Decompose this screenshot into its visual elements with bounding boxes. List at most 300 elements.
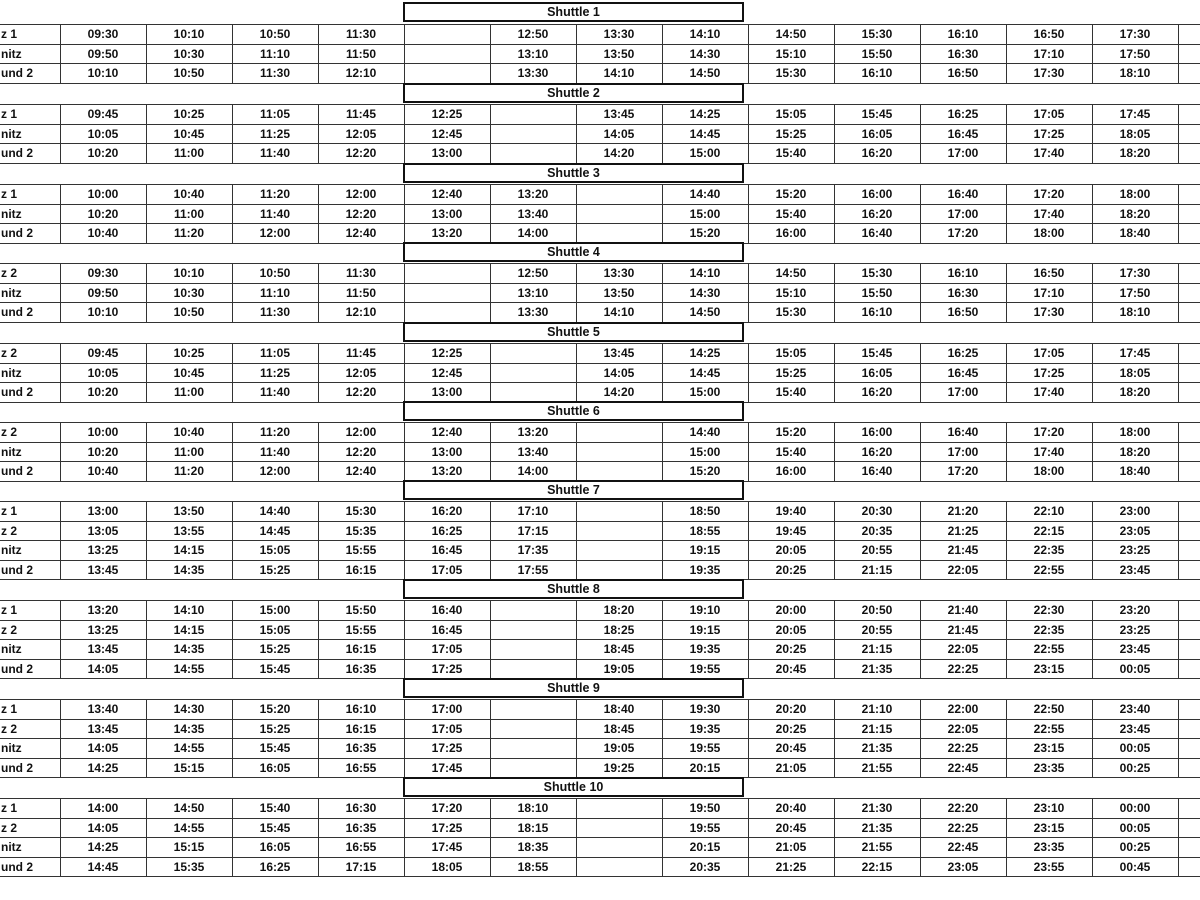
trailing-cell bbox=[1178, 857, 1200, 877]
departure-time: 16:10 bbox=[318, 700, 404, 720]
departure-time: 20:15 bbox=[662, 758, 748, 778]
departure-time: 17:25 bbox=[1006, 363, 1092, 383]
departure-time: 14:45 bbox=[662, 124, 748, 144]
departure-time: 12:25 bbox=[404, 344, 490, 364]
departure-time: 17:45 bbox=[1092, 105, 1178, 125]
departure-time: 12:00 bbox=[318, 185, 404, 205]
departure-time: 17:15 bbox=[318, 857, 404, 877]
departure-time: 09:45 bbox=[60, 105, 146, 125]
departure-time: 19:45 bbox=[748, 521, 834, 541]
stop-name: z 2 bbox=[0, 521, 60, 541]
departure-time: 15:25 bbox=[232, 640, 318, 660]
departure-time: 10:45 bbox=[146, 363, 232, 383]
departure-time: 18:05 bbox=[404, 857, 490, 877]
departure-time: 11:40 bbox=[232, 442, 318, 462]
departure-time: 21:45 bbox=[920, 620, 1006, 640]
departure-time: 10:20 bbox=[60, 144, 146, 164]
trailing-cell bbox=[1178, 144, 1200, 164]
table-row bbox=[0, 44, 1200, 64]
departure-time: 17:25 bbox=[404, 818, 490, 838]
trailing-cell bbox=[1178, 442, 1200, 462]
departure-time: 14:55 bbox=[146, 739, 232, 759]
departure-time: 14:15 bbox=[146, 620, 232, 640]
departure-time: 15:00 bbox=[662, 144, 748, 164]
departure-time: 17:05 bbox=[1006, 105, 1092, 125]
shuttle-header: Shuttle 8 bbox=[403, 579, 744, 599]
shuttle-header: Shuttle 2 bbox=[403, 83, 744, 103]
departure-time: 13:10 bbox=[490, 283, 576, 303]
departure-time: 16:20 bbox=[404, 502, 490, 522]
departure-time: 16:05 bbox=[232, 838, 318, 858]
departure-time: 16:20 bbox=[834, 383, 920, 403]
departure-time: 15:10 bbox=[748, 44, 834, 64]
departure-time: 12:40 bbox=[404, 185, 490, 205]
table-row bbox=[0, 601, 1200, 621]
departure-time: 19:10 bbox=[662, 601, 748, 621]
trailing-cell bbox=[1178, 344, 1200, 364]
stop-name: nitz bbox=[0, 363, 60, 383]
departure-time: 11:20 bbox=[146, 462, 232, 482]
departure-time: 15:20 bbox=[662, 462, 748, 482]
departure-time: 18:40 bbox=[1092, 462, 1178, 482]
departure-time: 23:05 bbox=[920, 857, 1006, 877]
departure-time: 22:55 bbox=[1006, 640, 1092, 660]
departure-time: 14:05 bbox=[576, 363, 662, 383]
departure-time: 10:05 bbox=[60, 363, 146, 383]
departure-time: 13:00 bbox=[404, 144, 490, 164]
table-row bbox=[0, 105, 1200, 125]
departure-time: 13:45 bbox=[60, 640, 146, 660]
departure-time: 22:25 bbox=[920, 659, 1006, 679]
departure-time: 14:05 bbox=[60, 739, 146, 759]
departure-time: 16:10 bbox=[920, 25, 1006, 45]
stop-name: z 2 bbox=[0, 818, 60, 838]
departure-time: 17:25 bbox=[404, 739, 490, 759]
departure-time: 15:20 bbox=[662, 224, 748, 244]
departure-time bbox=[576, 502, 662, 522]
departure-time: 20:45 bbox=[748, 659, 834, 679]
departure-time: 18:45 bbox=[576, 719, 662, 739]
departure-time: 17:20 bbox=[920, 224, 1006, 244]
departure-time bbox=[576, 560, 662, 580]
table-row bbox=[0, 224, 1200, 244]
shuttle-header: Shuttle 4 bbox=[403, 242, 744, 262]
departure-time: 17:30 bbox=[1092, 25, 1178, 45]
departure-time: 00:05 bbox=[1092, 659, 1178, 679]
stop-name: und 2 bbox=[0, 144, 60, 164]
departure-time: 12:20 bbox=[318, 442, 404, 462]
departure-time: 17:45 bbox=[1092, 344, 1178, 364]
departure-time: 17:20 bbox=[1006, 423, 1092, 443]
trailing-cell bbox=[1178, 383, 1200, 403]
departure-time: 17:45 bbox=[404, 758, 490, 778]
departure-time: 20:25 bbox=[748, 640, 834, 660]
stop-name: nitz bbox=[0, 204, 60, 224]
departure-time: 14:30 bbox=[146, 700, 232, 720]
departure-time: 17:40 bbox=[1006, 204, 1092, 224]
departure-time: 21:15 bbox=[834, 719, 920, 739]
departure-time: 15:45 bbox=[834, 344, 920, 364]
departure-time: 17:20 bbox=[920, 462, 1006, 482]
departure-time: 22:05 bbox=[920, 560, 1006, 580]
departure-time: 22:45 bbox=[920, 758, 1006, 778]
departure-time: 18:20 bbox=[1092, 442, 1178, 462]
departure-time: 15:55 bbox=[318, 620, 404, 640]
departure-time: 20:15 bbox=[662, 838, 748, 858]
departure-time: 15:50 bbox=[834, 44, 920, 64]
departure-time: 17:40 bbox=[1006, 442, 1092, 462]
departure-time: 14:25 bbox=[60, 838, 146, 858]
departure-time bbox=[576, 224, 662, 244]
departure-time: 14:25 bbox=[662, 105, 748, 125]
departure-time: 16:00 bbox=[834, 423, 920, 443]
stop-name: z 2 bbox=[0, 264, 60, 284]
departure-time: 21:15 bbox=[834, 640, 920, 660]
departure-time: 16:50 bbox=[1006, 25, 1092, 45]
departure-time bbox=[490, 758, 576, 778]
departure-time: 15:00 bbox=[232, 601, 318, 621]
departure-time: 17:00 bbox=[920, 204, 1006, 224]
trailing-cell bbox=[1178, 719, 1200, 739]
departure-time: 18:20 bbox=[1092, 144, 1178, 164]
departure-time: 18:40 bbox=[1092, 224, 1178, 244]
departure-time: 18:00 bbox=[1006, 462, 1092, 482]
trailing-cell bbox=[1178, 224, 1200, 244]
table-row bbox=[0, 204, 1200, 224]
departure-time: 15:00 bbox=[662, 204, 748, 224]
departure-time: 13:40 bbox=[490, 442, 576, 462]
departure-time bbox=[576, 462, 662, 482]
trailing-cell bbox=[1178, 659, 1200, 679]
table-row bbox=[0, 818, 1200, 838]
departure-time: 18:50 bbox=[662, 502, 748, 522]
trailing-cell bbox=[1178, 838, 1200, 858]
departure-time: 21:35 bbox=[834, 818, 920, 838]
departure-time bbox=[576, 818, 662, 838]
departure-time: 16:25 bbox=[404, 521, 490, 541]
departure-time: 14:50 bbox=[146, 799, 232, 819]
stop-name: und 2 bbox=[0, 659, 60, 679]
trailing-cell bbox=[1178, 64, 1200, 84]
departure-time: 10:10 bbox=[146, 264, 232, 284]
departure-time: 09:50 bbox=[60, 283, 146, 303]
stop-name: z 2 bbox=[0, 344, 60, 364]
departure-time: 18:55 bbox=[490, 857, 576, 877]
departure-time bbox=[404, 44, 490, 64]
departure-time: 21:20 bbox=[920, 502, 1006, 522]
departure-time: 09:30 bbox=[60, 25, 146, 45]
departure-time: 15:10 bbox=[748, 283, 834, 303]
departure-time: 12:20 bbox=[318, 383, 404, 403]
shuttle-timetable bbox=[0, 798, 1200, 877]
departure-time: 19:15 bbox=[662, 620, 748, 640]
departure-time: 11:05 bbox=[232, 344, 318, 364]
departure-time: 00:05 bbox=[1092, 818, 1178, 838]
table-row bbox=[0, 659, 1200, 679]
departure-time: 10:50 bbox=[232, 25, 318, 45]
trailing-cell bbox=[1178, 560, 1200, 580]
departure-time: 11:50 bbox=[318, 44, 404, 64]
departure-time: 12:05 bbox=[318, 124, 404, 144]
departure-time: 16:00 bbox=[748, 224, 834, 244]
departure-time: 20:45 bbox=[748, 739, 834, 759]
departure-time: 10:45 bbox=[146, 124, 232, 144]
departure-time: 13:00 bbox=[404, 442, 490, 462]
departure-time: 17:35 bbox=[490, 541, 576, 561]
departure-time: 17:40 bbox=[1006, 144, 1092, 164]
departure-time: 11:40 bbox=[232, 204, 318, 224]
table-row bbox=[0, 383, 1200, 403]
shuttle-header: Shuttle 3 bbox=[403, 163, 744, 183]
shuttle-timetable bbox=[0, 24, 1200, 84]
departure-time: 16:55 bbox=[318, 758, 404, 778]
departure-time: 13:00 bbox=[404, 204, 490, 224]
stop-name: z 2 bbox=[0, 423, 60, 443]
table-row bbox=[0, 344, 1200, 364]
departure-time: 17:50 bbox=[1092, 283, 1178, 303]
departure-time: 11:00 bbox=[146, 442, 232, 462]
trailing-cell bbox=[1178, 620, 1200, 640]
departure-time: 11:40 bbox=[232, 383, 318, 403]
table-row bbox=[0, 739, 1200, 759]
departure-time bbox=[576, 185, 662, 205]
departure-time bbox=[404, 264, 490, 284]
departure-time: 15:50 bbox=[318, 601, 404, 621]
departure-time: 15:20 bbox=[232, 700, 318, 720]
stop-name: z 2 bbox=[0, 719, 60, 739]
departure-time: 14:05 bbox=[60, 659, 146, 679]
departure-time: 12:00 bbox=[232, 462, 318, 482]
departure-time: 14:10 bbox=[662, 264, 748, 284]
trailing-cell bbox=[1178, 25, 1200, 45]
departure-time: 10:50 bbox=[232, 264, 318, 284]
departure-time: 20:45 bbox=[748, 818, 834, 838]
departure-time: 14:30 bbox=[662, 283, 748, 303]
departure-time: 11:30 bbox=[318, 264, 404, 284]
departure-time: 23:15 bbox=[1006, 818, 1092, 838]
departure-time: 13:30 bbox=[490, 64, 576, 84]
departure-time: 21:05 bbox=[748, 758, 834, 778]
departure-time: 14:00 bbox=[60, 799, 146, 819]
departure-time: 23:35 bbox=[1006, 758, 1092, 778]
departure-time: 16:25 bbox=[920, 344, 1006, 364]
departure-time: 15:00 bbox=[662, 442, 748, 462]
departure-time: 12:40 bbox=[404, 423, 490, 443]
departure-time: 13:40 bbox=[490, 204, 576, 224]
stop-name: und 2 bbox=[0, 758, 60, 778]
departure-time: 22:45 bbox=[920, 838, 1006, 858]
departure-time: 17:30 bbox=[1006, 64, 1092, 84]
stop-name: z 1 bbox=[0, 25, 60, 45]
departure-time: 23:45 bbox=[1092, 560, 1178, 580]
departure-time bbox=[576, 521, 662, 541]
departure-time: 13:20 bbox=[490, 423, 576, 443]
departure-time bbox=[490, 700, 576, 720]
departure-time: 15:40 bbox=[232, 799, 318, 819]
stop-name: und 2 bbox=[0, 64, 60, 84]
departure-time: 16:05 bbox=[232, 758, 318, 778]
departure-time: 23:15 bbox=[1006, 659, 1092, 679]
departure-time: 13:50 bbox=[576, 283, 662, 303]
shuttle-header: Shuttle 7 bbox=[403, 480, 744, 500]
departure-time: 18:15 bbox=[490, 818, 576, 838]
departure-time: 16:40 bbox=[920, 423, 1006, 443]
table-row bbox=[0, 700, 1200, 720]
departure-time: 15:45 bbox=[232, 818, 318, 838]
departure-time: 19:30 bbox=[662, 700, 748, 720]
departure-time: 17:05 bbox=[404, 640, 490, 660]
shuttle-header: Shuttle 9 bbox=[403, 678, 744, 698]
departure-time: 11:10 bbox=[232, 283, 318, 303]
trailing-cell bbox=[1178, 283, 1200, 303]
departure-time: 21:30 bbox=[834, 799, 920, 819]
departure-time: 23:25 bbox=[1092, 541, 1178, 561]
departure-time bbox=[404, 64, 490, 84]
departure-time: 16:40 bbox=[834, 462, 920, 482]
trailing-cell bbox=[1178, 204, 1200, 224]
departure-time: 23:20 bbox=[1092, 601, 1178, 621]
departure-time: 16:45 bbox=[404, 541, 490, 561]
stop-name: und 2 bbox=[0, 857, 60, 877]
departure-time: 20:55 bbox=[834, 620, 920, 640]
departure-time: 19:05 bbox=[576, 739, 662, 759]
shuttle-timetable bbox=[0, 699, 1200, 778]
departure-time: 10:20 bbox=[60, 442, 146, 462]
departure-time bbox=[404, 283, 490, 303]
trailing-cell bbox=[1178, 502, 1200, 522]
departure-time: 11:45 bbox=[318, 105, 404, 125]
departure-time: 10:40 bbox=[146, 185, 232, 205]
departure-time: 16:15 bbox=[318, 719, 404, 739]
shuttle-timetable bbox=[0, 600, 1200, 679]
departure-time: 20:25 bbox=[748, 560, 834, 580]
departure-time: 14:20 bbox=[576, 383, 662, 403]
departure-time: 22:05 bbox=[920, 640, 1006, 660]
shuttle-timetable bbox=[0, 104, 1200, 164]
stop-name: und 2 bbox=[0, 303, 60, 323]
departure-time: 14:20 bbox=[576, 144, 662, 164]
departure-time: 16:15 bbox=[318, 640, 404, 660]
stop-name: z 1 bbox=[0, 185, 60, 205]
departure-time: 17:10 bbox=[1006, 283, 1092, 303]
stop-name: z 1 bbox=[0, 700, 60, 720]
shuttle-timetable bbox=[0, 422, 1200, 482]
departure-time: 13:25 bbox=[60, 620, 146, 640]
departure-time: 13:50 bbox=[576, 44, 662, 64]
departure-time: 17:40 bbox=[1006, 383, 1092, 403]
departure-time: 11:25 bbox=[232, 363, 318, 383]
departure-time: 20:20 bbox=[748, 700, 834, 720]
table-row bbox=[0, 541, 1200, 561]
departure-time: 18:00 bbox=[1092, 423, 1178, 443]
departure-time: 18:05 bbox=[1092, 124, 1178, 144]
departure-time: 14:30 bbox=[662, 44, 748, 64]
departure-time: 17:10 bbox=[1006, 44, 1092, 64]
departure-time: 10:20 bbox=[60, 204, 146, 224]
shuttle-timetable bbox=[0, 263, 1200, 323]
departure-time: 11:40 bbox=[232, 144, 318, 164]
departure-time: 15:45 bbox=[232, 739, 318, 759]
departure-time: 14:45 bbox=[232, 521, 318, 541]
shuttle-header: Shuttle 10 bbox=[403, 777, 744, 797]
departure-time: 15:50 bbox=[834, 283, 920, 303]
departure-time: 18:20 bbox=[576, 601, 662, 621]
departure-time: 15:30 bbox=[748, 303, 834, 323]
departure-time: 10:10 bbox=[60, 303, 146, 323]
table-row bbox=[0, 719, 1200, 739]
departure-time: 21:35 bbox=[834, 739, 920, 759]
departure-time: 12:20 bbox=[318, 144, 404, 164]
departure-time: 18:10 bbox=[1092, 64, 1178, 84]
departure-time: 15:25 bbox=[232, 560, 318, 580]
table-row bbox=[0, 620, 1200, 640]
stop-name: z 1 bbox=[0, 601, 60, 621]
shuttle-header: Shuttle 5 bbox=[403, 322, 744, 342]
stop-name: nitz bbox=[0, 640, 60, 660]
departure-time: 10:00 bbox=[60, 185, 146, 205]
departure-time: 22:25 bbox=[920, 739, 1006, 759]
departure-time: 16:05 bbox=[834, 363, 920, 383]
departure-time: 14:50 bbox=[748, 264, 834, 284]
departure-time: 15:30 bbox=[834, 264, 920, 284]
table-row bbox=[0, 303, 1200, 323]
departure-time: 11:00 bbox=[146, 204, 232, 224]
departure-time: 20:25 bbox=[748, 719, 834, 739]
departure-time bbox=[490, 363, 576, 383]
departure-time: 17:55 bbox=[490, 560, 576, 580]
departure-time: 16:40 bbox=[404, 601, 490, 621]
departure-time: 23:55 bbox=[1006, 857, 1092, 877]
table-row bbox=[0, 502, 1200, 522]
departure-time: 16:15 bbox=[318, 560, 404, 580]
departure-time: 22:25 bbox=[920, 818, 1006, 838]
table-row bbox=[0, 442, 1200, 462]
departure-time: 23:35 bbox=[1006, 838, 1092, 858]
departure-time: 18:05 bbox=[1092, 363, 1178, 383]
departure-time: 13:45 bbox=[576, 344, 662, 364]
departure-time: 15:25 bbox=[748, 363, 834, 383]
departure-time: 20:35 bbox=[662, 857, 748, 877]
departure-time: 16:25 bbox=[920, 105, 1006, 125]
departure-time: 16:25 bbox=[232, 857, 318, 877]
departure-time: 22:35 bbox=[1006, 541, 1092, 561]
departure-time: 22:15 bbox=[1006, 521, 1092, 541]
departure-time: 22:35 bbox=[1006, 620, 1092, 640]
departure-time: 19:15 bbox=[662, 541, 748, 561]
departure-time: 23:45 bbox=[1092, 719, 1178, 739]
departure-time: 14:05 bbox=[60, 818, 146, 838]
departure-time: 20:55 bbox=[834, 541, 920, 561]
departure-time: 16:30 bbox=[920, 283, 1006, 303]
departure-time: 12:40 bbox=[318, 462, 404, 482]
departure-time: 15:05 bbox=[232, 620, 318, 640]
departure-time: 20:40 bbox=[748, 799, 834, 819]
departure-time: 23:15 bbox=[1006, 739, 1092, 759]
departure-time: 15:05 bbox=[748, 105, 834, 125]
trailing-cell bbox=[1178, 423, 1200, 443]
departure-time: 17:20 bbox=[404, 799, 490, 819]
departure-time: 14:15 bbox=[146, 541, 232, 561]
departure-time: 14:05 bbox=[576, 124, 662, 144]
departure-time: 13:20 bbox=[404, 224, 490, 244]
table-row bbox=[0, 185, 1200, 205]
departure-time: 13:30 bbox=[490, 303, 576, 323]
departure-time: 20:00 bbox=[748, 601, 834, 621]
departure-time: 18:10 bbox=[1092, 303, 1178, 323]
trailing-cell bbox=[1178, 818, 1200, 838]
shuttle-timetable bbox=[0, 501, 1200, 580]
stop-name: z 1 bbox=[0, 502, 60, 522]
